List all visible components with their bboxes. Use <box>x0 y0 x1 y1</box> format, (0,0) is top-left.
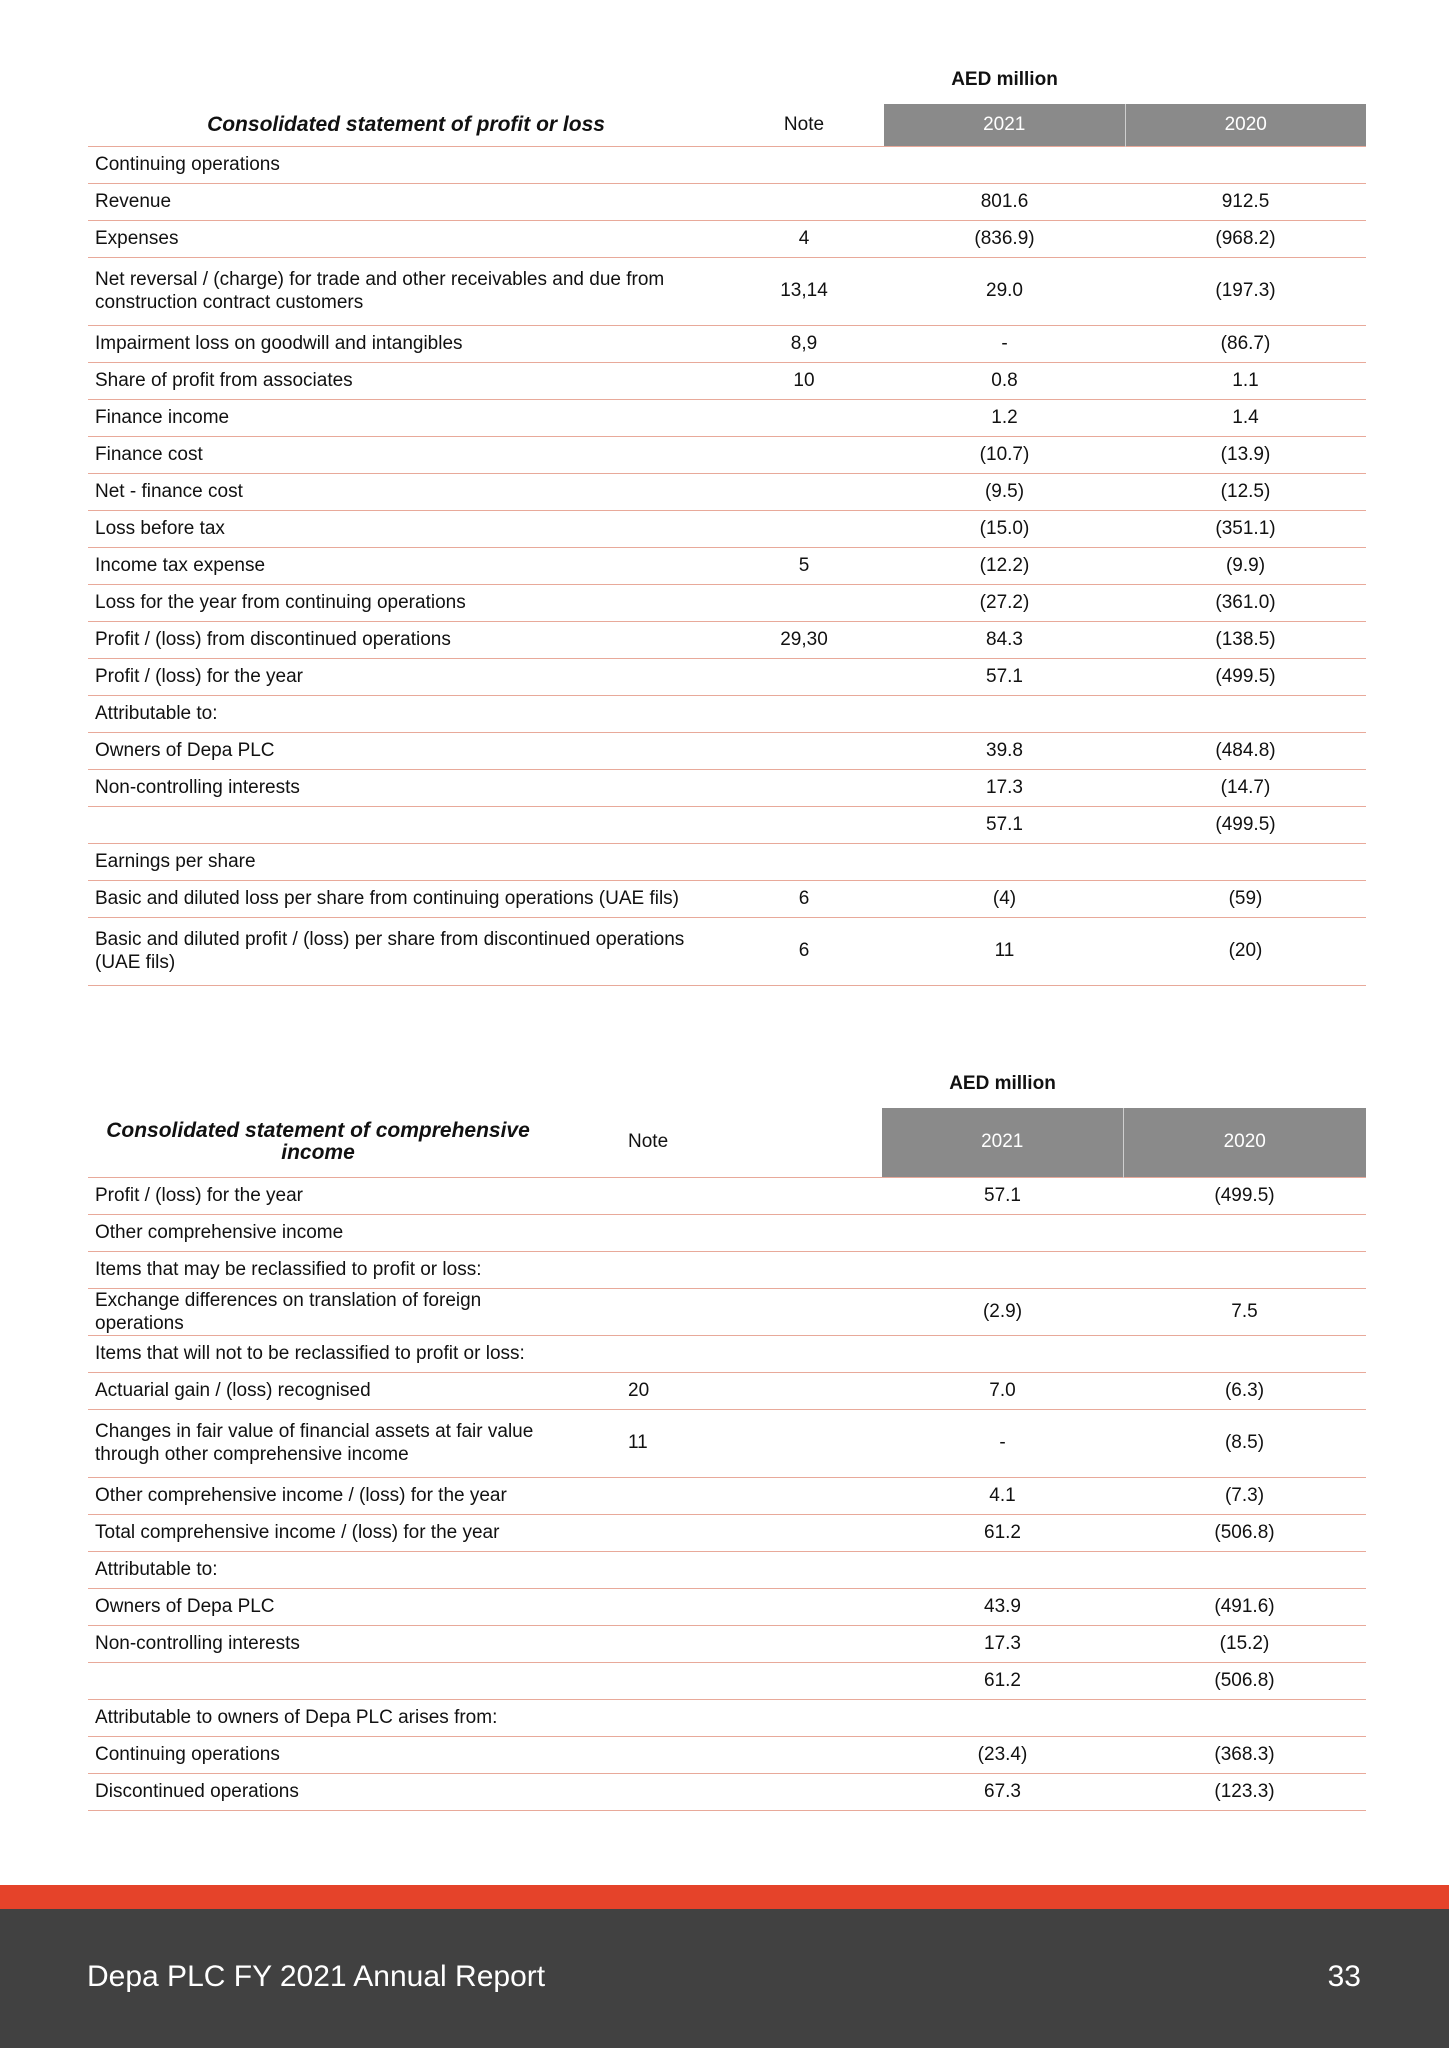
row-label: Basic and diluted profit / (loss) per share from discontinued operations (UAE fils) <box>95 929 685 973</box>
row-label: Income tax expense <box>95 555 266 576</box>
row-note <box>628 1551 882 1588</box>
row-note <box>628 1773 882 1810</box>
row-label: Changes in fair value of financial assets at fair value through other comprehensive income <box>95 1421 534 1465</box>
row-value-2020: (6.3) <box>1224 1379 1265 1401</box>
page-number: 33 <box>1327 1960 1361 1993</box>
row-value-2021: (2.9) <box>982 1300 1023 1322</box>
row-value-2020: (506.8) <box>1214 1669 1275 1691</box>
table-row <box>88 1372 1366 1409</box>
row-note <box>628 1588 882 1625</box>
row-note <box>724 732 884 769</box>
row-label: Finance income <box>95 407 230 428</box>
row-label: Attributable to: <box>95 703 218 724</box>
row-label: Total comprehensive income / (loss) for the year <box>95 1522 500 1543</box>
row-value-2020: (59) <box>1228 887 1263 909</box>
table-row <box>88 1551 1366 1588</box>
row-note: 6 <box>798 940 810 961</box>
row-label: Other comprehensive income / (loss) for the year <box>95 1485 507 1506</box>
row-value-2020: (14.7) <box>1220 776 1271 798</box>
row-value-2020 <box>1123 1214 1366 1251</box>
row-label: Net - finance cost <box>95 481 243 502</box>
table-row <box>88 510 1366 547</box>
row-value-2020: (13.9) <box>1220 443 1271 465</box>
row-label: Loss before tax <box>95 518 225 539</box>
row-label: Owners of Depa PLC <box>95 1596 275 1617</box>
year-header-2020: 2020 <box>1125 104 1366 146</box>
row-value-2020: (123.3) <box>1214 1780 1275 1802</box>
row-value-2020: (12.5) <box>1220 480 1271 502</box>
row-value-2020: (491.6) <box>1214 1595 1275 1617</box>
row-value-2021: (4) <box>992 887 1017 909</box>
row-value-2020: 1.1 <box>1232 369 1259 391</box>
row-value-2020: (20) <box>1228 940 1263 961</box>
table-row <box>88 362 1366 399</box>
row-value-2020: (361.0) <box>1215 591 1276 613</box>
row-label: Non-controlling interests <box>95 777 300 798</box>
row-value-2021: 4.1 <box>989 1484 1016 1506</box>
row-value-2021: 61.2 <box>984 1521 1021 1543</box>
row-label: Exchange differences on translation of foreign operations <box>95 1289 482 1334</box>
row-value-2021 <box>882 1335 1123 1372</box>
table-row <box>88 843 1366 880</box>
table-row <box>88 1177 1366 1214</box>
row-note <box>724 695 884 732</box>
row-value-2021: 57.1 <box>984 1184 1021 1206</box>
table-row <box>88 695 1366 732</box>
table-row <box>88 658 1366 695</box>
row-note <box>628 1477 882 1514</box>
row-value-2020: (499.5) <box>1214 1184 1275 1206</box>
row-value-2020: (7.3) <box>1224 1484 1265 1506</box>
row-value-2021: 61.2 <box>984 1669 1021 1691</box>
table-row <box>88 1251 1366 1288</box>
table-title: Consolidated statement of comprehensive income <box>106 1119 530 1165</box>
row-value-2021 <box>882 1251 1123 1288</box>
row-label <box>88 806 724 843</box>
row-value-2020: (15.2) <box>1219 1632 1270 1654</box>
row-value-2021: 67.3 <box>984 1780 1021 1802</box>
row-value-2020: (351.1) <box>1215 517 1276 539</box>
row-label: Share of profit from associates <box>95 370 353 391</box>
row-value-2020 <box>1123 1335 1366 1372</box>
row-note <box>724 183 884 220</box>
row-value-2020 <box>1125 146 1366 183</box>
row-value-2020: (506.8) <box>1214 1521 1275 1543</box>
row-label: Loss for the year from continuing operations <box>95 592 466 613</box>
row-value-2020: (368.3) <box>1214 1743 1275 1765</box>
row-value-2020: 7.5 <box>1231 1300 1258 1322</box>
table-row <box>88 917 1366 985</box>
row-value-2020 <box>1123 1251 1366 1288</box>
row-value-2020 <box>1123 1551 1366 1588</box>
row-value-2020: (9.9) <box>1225 554 1266 576</box>
row-label: Non-controlling interests <box>95 1633 300 1654</box>
table-row <box>88 1625 1366 1662</box>
row-value-2021: 57.1 <box>986 665 1023 687</box>
row-value-2021: 84.3 <box>986 628 1023 650</box>
row-value-2020: (197.3) <box>1215 280 1276 301</box>
table-row <box>88 1699 1366 1736</box>
unit-label: AED million <box>949 1073 1056 1094</box>
row-value-2021: 801.6 <box>980 190 1029 212</box>
row-value-2021: 29.0 <box>986 280 1023 301</box>
note-header: Note <box>628 1131 669 1153</box>
row-note <box>724 510 884 547</box>
row-note <box>628 1251 882 1288</box>
row-value-2021: 1.2 <box>991 406 1018 428</box>
footer-report-title: Depa PLC FY 2021 Annual Report <box>87 1960 546 1993</box>
row-label: Finance cost <box>95 444 203 465</box>
row-note <box>628 1214 882 1251</box>
table-row <box>88 1288 1366 1335</box>
row-value-2021: 11 <box>994 940 1015 961</box>
row-label: Profit / (loss) for the year <box>95 1185 304 1206</box>
row-value-2021: 0.8 <box>991 369 1018 391</box>
table-row <box>88 183 1366 220</box>
row-label: Discontinued operations <box>95 1781 299 1802</box>
row-value-2020: (968.2) <box>1215 227 1276 249</box>
row-note <box>724 769 884 806</box>
table-row <box>88 1514 1366 1551</box>
row-label: Continuing operations <box>95 1744 280 1765</box>
year-header-2021: 2021 <box>884 104 1125 146</box>
row-note <box>724 843 884 880</box>
row-label: Items that will not to be reclassified to profit or loss: <box>95 1343 525 1364</box>
row-note: 20 <box>628 1379 650 1401</box>
row-note <box>628 1514 882 1551</box>
unit-label: AED million <box>951 69 1058 90</box>
note-header: Note <box>783 113 825 135</box>
row-note: 13,14 <box>780 280 828 301</box>
row-value-2021: (23.4) <box>977 1743 1028 1765</box>
row-value-2021 <box>882 1214 1123 1251</box>
row-label: Attributable to: <box>95 1559 218 1580</box>
table-row <box>88 880 1366 917</box>
row-value-2021 <box>884 695 1125 732</box>
row-value-2020: (499.5) <box>1215 813 1276 835</box>
row-label: Owners of Depa PLC <box>95 740 275 761</box>
row-note: 11 <box>628 1432 648 1453</box>
row-value-2021: 17.3 <box>984 1632 1021 1654</box>
row-label: Items that may be reclassified to profit or loss: <box>95 1259 482 1280</box>
row-value-2020: (138.5) <box>1215 628 1276 650</box>
row-note <box>628 1288 882 1335</box>
table-row <box>88 473 1366 510</box>
table-row <box>88 436 1366 473</box>
comprehensive-income-body <box>88 1177 1366 1810</box>
row-note: 29,30 <box>780 628 828 650</box>
row-value-2021: - <box>999 1432 1006 1453</box>
row-note <box>724 584 884 621</box>
row-value-2021: 17.3 <box>986 776 1023 798</box>
row-note <box>628 1625 882 1662</box>
row-note <box>724 658 884 695</box>
table-row <box>88 1335 1366 1372</box>
row-note <box>628 1662 882 1699</box>
row-note <box>724 146 884 183</box>
table-row <box>88 621 1366 658</box>
profit-loss-table <box>88 104 1366 986</box>
table-row <box>88 769 1366 806</box>
row-label: Revenue <box>95 191 172 212</box>
row-value-2021: 43.9 <box>984 1595 1021 1617</box>
table-row <box>88 146 1366 183</box>
row-value-2020: (8.5) <box>1224 1432 1265 1453</box>
row-note: 4 <box>798 227 810 249</box>
row-note: 10 <box>793 369 815 391</box>
row-value-2020: 1.4 <box>1232 406 1259 428</box>
row-label: Attributable to owners of Depa PLC arises from: <box>95 1707 498 1728</box>
page-footer <box>0 1909 1449 2048</box>
row-value-2020 <box>1125 695 1366 732</box>
table-row <box>88 325 1366 362</box>
row-value-2021: (10.7) <box>979 443 1030 465</box>
comprehensive-income-table <box>88 1108 1366 1811</box>
row-note <box>724 399 884 436</box>
table-row <box>88 1588 1366 1625</box>
row-value-2021: (9.5) <box>984 480 1025 502</box>
row-label: Impairment loss on goodwill and intangibles <box>95 333 463 354</box>
row-note <box>628 1699 882 1736</box>
row-label: Other comprehensive income <box>95 1222 344 1243</box>
row-value-2021: - <box>1001 332 1008 354</box>
year-header-2021: 2021 <box>882 1108 1123 1177</box>
row-value-2021: 57.1 <box>986 813 1023 835</box>
row-value-2020: (484.8) <box>1215 739 1276 761</box>
row-note <box>724 806 884 843</box>
row-value-2021 <box>884 146 1125 183</box>
profit-loss-body <box>88 146 1366 985</box>
table-row <box>88 1736 1366 1773</box>
row-value-2020 <box>1123 1699 1366 1736</box>
row-note <box>724 473 884 510</box>
row-value-2021: (27.2) <box>979 591 1030 613</box>
row-value-2020: (86.7) <box>1220 332 1271 354</box>
row-value-2021 <box>882 1551 1123 1588</box>
table-row <box>88 257 1366 325</box>
row-label: Continuing operations <box>95 154 280 175</box>
table-row <box>88 399 1366 436</box>
row-value-2021: 7.0 <box>989 1379 1016 1401</box>
row-label: Expenses <box>95 228 179 249</box>
row-value-2020: (499.5) <box>1215 665 1276 687</box>
row-label: Actuarial gain / (loss) recognised <box>95 1380 371 1401</box>
table-row <box>88 220 1366 257</box>
table-row <box>88 547 1366 584</box>
row-note <box>628 1177 882 1214</box>
row-note <box>628 1335 882 1372</box>
table-row <box>88 732 1366 769</box>
row-note: 5 <box>798 554 810 576</box>
row-label: Profit / (loss) for the year <box>95 666 304 687</box>
row-label <box>88 1662 628 1699</box>
table-title: Consolidated statement of profit or loss <box>207 112 605 136</box>
table-row <box>88 584 1366 621</box>
table-row <box>88 1214 1366 1251</box>
row-value-2021: (836.9) <box>974 227 1035 249</box>
row-label: Net reversal / (charge) for trade and other receivables and due from construction contract customers <box>95 269 665 313</box>
row-note: 8,9 <box>790 332 818 354</box>
footer-accent-bar <box>0 1885 1449 1909</box>
table-row <box>88 1773 1366 1810</box>
row-label: Profit / (loss) from discontinued operations <box>95 629 451 650</box>
row-note <box>628 1736 882 1773</box>
row-value-2020 <box>1125 843 1366 880</box>
row-value-2021 <box>882 1699 1123 1736</box>
row-note <box>724 436 884 473</box>
row-value-2021: (15.0) <box>979 517 1030 539</box>
row-label: Earnings per share <box>95 851 256 872</box>
table-row <box>88 1662 1366 1699</box>
row-value-2021 <box>884 843 1125 880</box>
table-row <box>88 806 1366 843</box>
row-value-2021: (12.2) <box>979 554 1030 576</box>
row-label: Basic and diluted loss per share from continuing operations (UAE fils) <box>95 888 680 909</box>
table-row <box>88 1477 1366 1514</box>
row-note: 6 <box>798 887 810 909</box>
row-value-2020: 912.5 <box>1221 190 1270 212</box>
table-row <box>88 1409 1366 1477</box>
row-value-2021: 39.8 <box>986 739 1023 761</box>
year-header-2020: 2020 <box>1123 1108 1366 1177</box>
